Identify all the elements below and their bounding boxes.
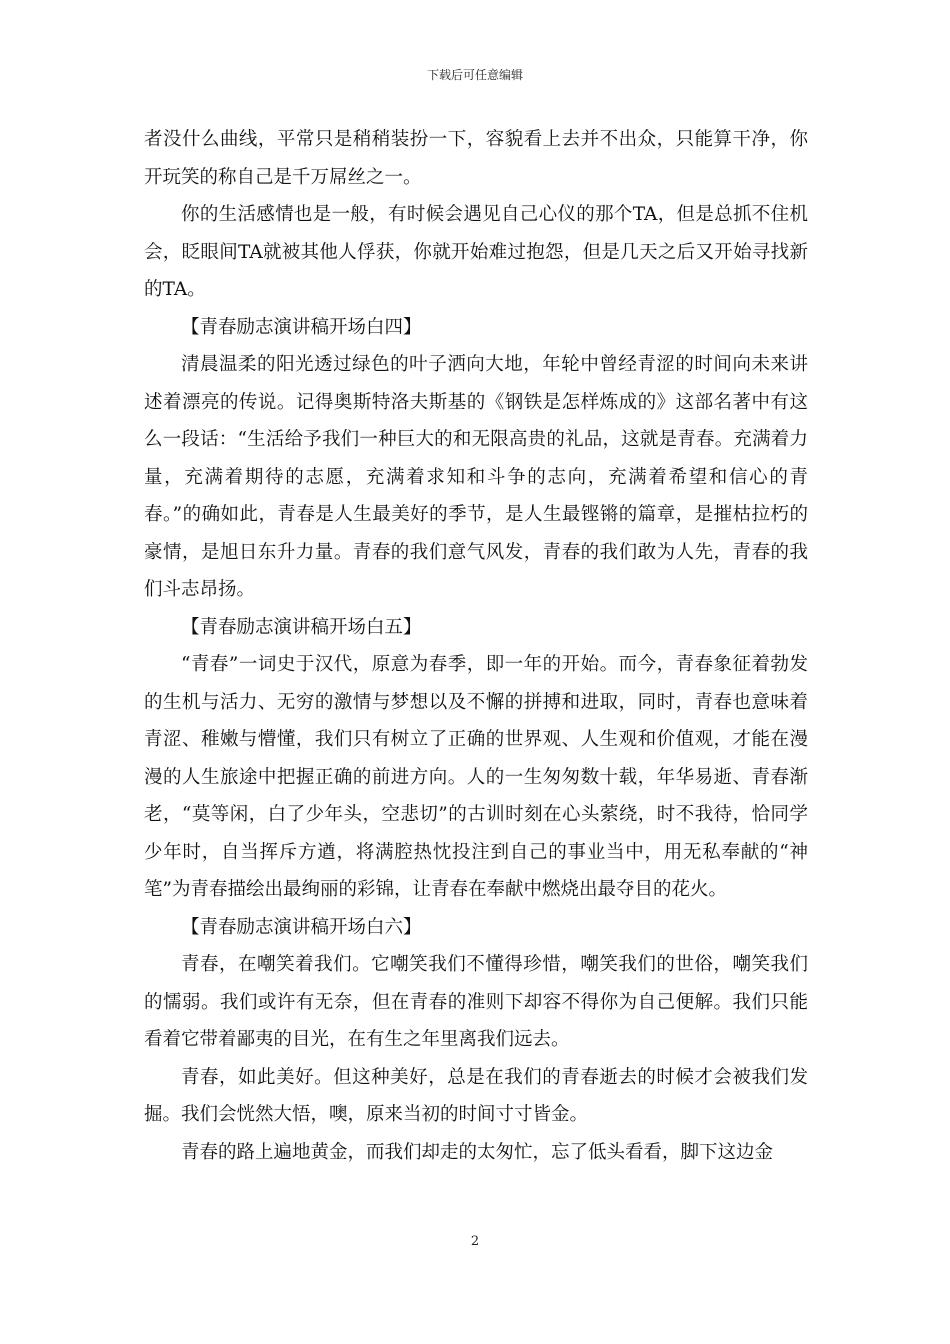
section-heading-4: 【青春励志演讲稿开场白四】 <box>181 316 422 338</box>
paragraph-2: 你的生活感情也是一般，有时候会遇见自己心仪的那个TA，但是总抓不住机会，眨眼间TA就被其他人俘获，你就开始难过抱怨，但是几天之后又开始寻找新的TA。 <box>144 204 808 300</box>
paragraph-1: 者没什么曲线，平常只是稍稍装扮一下，容貌看上去并不出众，只能算干净，你开玩笑的称自己是千万屌丝之一。 <box>144 129 808 188</box>
paragraph-3: 清晨温柔的阳光透过绿色的叶子洒向大地，年轮中曾经青涩的时间向未来讲述着漂亮的传说。记得奥斯特洛夫斯基的《钢铁是怎样炼成的》这部名著中有这么一段话：“生活给予我们一种巨大的和无限高贵的礼品，这就是青春。充满着力量，充满着期待的志愿，充满着求知和斗争的志向，充满着希望和信心的青春。”的确如此，青春是人生最美好的季节，是人生最铿锵的篇章，是摧枯拉朽的豪情，是旭日东升力量。青春的我们意气风发，青春的我们敢为人先，青春的我们斗志昂扬。 <box>144 354 808 600</box>
paragraph-5: 青春，在嘲笑着我们。它嘲笑我们不懂得珍惜，嘲笑我们的世俗，嘲笑我们的懦弱。我们或许有无奈，但在青春的准则下却容不得你为自己便解。我们只能看着它带着鄙夷的目光，在有生之年里离我们远去。 <box>144 954 808 1050</box>
document-body <box>144 121 808 1171</box>
paragraph-7: 青春的路上遍地黄金，而我们却走的太匆忙，忘了低头看看，脚下这边金 <box>181 1141 774 1163</box>
section-heading-6: 【青春励志演讲稿开场白六】 <box>181 916 422 938</box>
section-heading-5: 【青春励志演讲稿开场白五】 <box>181 616 422 638</box>
page-number: 2 <box>470 1234 480 1249</box>
page-header: 下载后可任意编辑 <box>426 68 523 82</box>
paragraph-6: 青春，如此美好。但这种美好，总是在我们的青春逝去的时候才会被我们发掘。我们会恍然大悟，噢，原来当初的时间寸寸皆金。 <box>144 1066 808 1125</box>
paragraph-4: “青春”一词史于汉代，原意为春季，即一年的开始。而今，青春象征着勃发的生机与活力、无穷的激情与梦想以及不懈的拼搏和进取，同时，青春也意味着青涩、稚嫩与懵懂，我们只有树立了正确的世界观、人生观和价值观，才能在漫漫的人生旅途中把握正确的前进方向。人的一生匆匆数十载，年华易逝、青春渐老，“莫等闲，白了少年头，空悲切”的古训时刻在心头萦绕，时不我待，恰同学少年时，自当挥斥方遒，将满腔热忱投注到自己的事业当中，用无私奉献的“神笔”为青春描绘出最绚丽的彩锦，让青春在奉献中燃烧出最夺目的花火。 <box>144 654 808 900</box>
